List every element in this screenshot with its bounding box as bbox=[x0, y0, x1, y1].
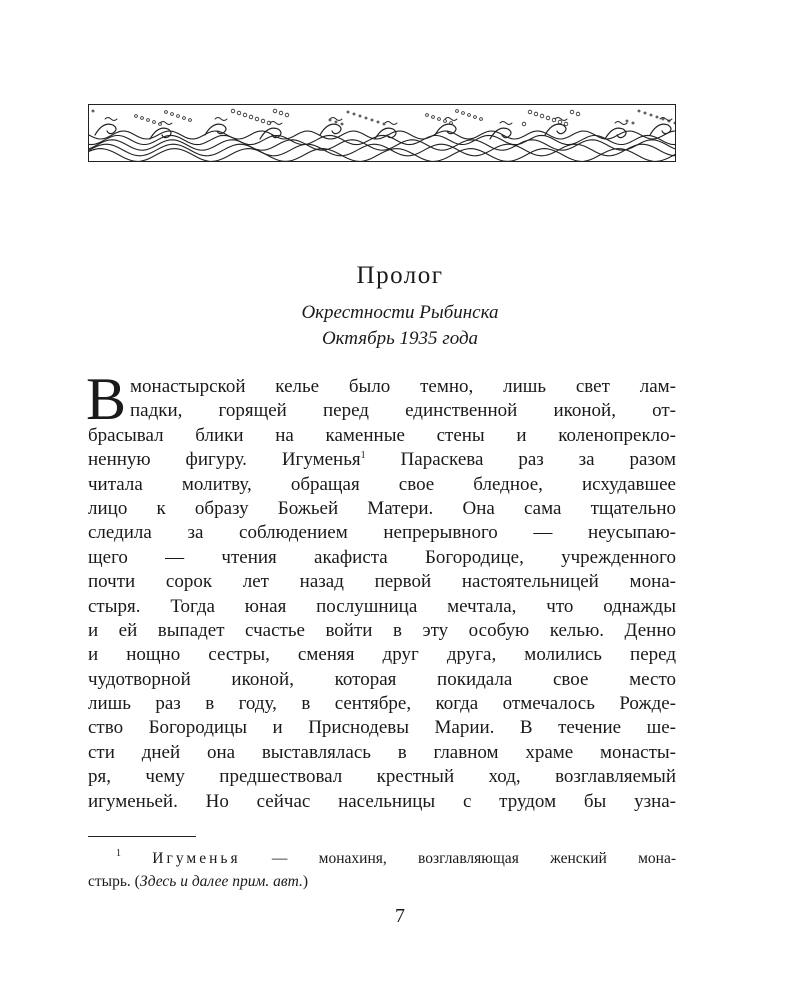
footnote-continuation bbox=[88, 873, 676, 891]
footnote-term: Игуменья bbox=[152, 850, 241, 867]
text-line: монастырской келье было темно, лишь свет лам- bbox=[130, 376, 676, 397]
chapter-title: Пролог bbox=[356, 262, 444, 289]
text-line: лишь раз в году, в сентябре, когда отмечалось Рожде- bbox=[88, 693, 676, 715]
text-fragment: ненную фигуру. Игуменья bbox=[88, 449, 361, 471]
chapter-location: Окрестности Рыбинска bbox=[301, 302, 499, 323]
text-line: брасывал блики на каменные стены и коленопрекло- bbox=[88, 424, 676, 446]
drop-cap: В bbox=[86, 366, 127, 432]
text-line: чудотворной иконой, которая покидала свое место bbox=[88, 668, 676, 690]
text-line: стыря. Тогда юная послушница мечтала, что однажды bbox=[88, 595, 676, 617]
footnote-divider bbox=[88, 836, 196, 837]
text-line: игуменьей. Но сейчас насельницы с трудом бы узна- bbox=[88, 790, 676, 812]
text-fragment: Параскева раз за разом bbox=[365, 449, 677, 471]
footnote-author-note: Здесь и далее прим. авт. bbox=[139, 873, 303, 890]
page-number: 7 bbox=[395, 905, 405, 927]
text-line: ря, чему предшествовал крестный ход, возглавляемый bbox=[88, 766, 676, 788]
text-line: и ей выпадет счастье войти в эту особую келью. Денно bbox=[88, 619, 676, 641]
text-line: следила за соблюдением непрерывного — неусыпаю- bbox=[88, 522, 676, 544]
text-line: и нощно сестры, сменяя друг друга, молились перед bbox=[88, 644, 676, 666]
body-text bbox=[86, 366, 677, 814]
text-line-with-footnote bbox=[88, 448, 676, 472]
footnote-definition: — монахиня, возглавляющая женский мона- bbox=[240, 850, 676, 867]
text-line: сти дней она выставлялась в главном храме монасты- bbox=[88, 741, 676, 763]
text-line: щего — чтения акафиста Богородице, учрежденного bbox=[88, 546, 676, 568]
footnote-text: ) bbox=[302, 873, 308, 890]
footnote-marker: 1 bbox=[116, 848, 121, 859]
footnote bbox=[88, 850, 676, 868]
text-line: лицо к образу Божьей Матери. Она сама тщательно bbox=[88, 497, 676, 519]
wave-pattern-icon bbox=[89, 105, 676, 162]
text-line: ство Богородицы и Приснодевы Марии. В течение ше- bbox=[88, 717, 676, 739]
footnote-text: стырь. ( bbox=[88, 873, 140, 890]
text-line: читала молитву, обращая свое бледное, исхудавшее bbox=[88, 473, 676, 495]
chapter-date: Октябрь 1935 года bbox=[321, 328, 479, 349]
footnote-reference[interactable]: 1 bbox=[360, 450, 366, 462]
text-line: падки, горящей перед единственной иконой, от- bbox=[130, 400, 676, 422]
text-line: почти сорок лет назад первой настоятельницей мона- bbox=[88, 571, 676, 593]
wave-ornament-header bbox=[88, 104, 676, 162]
